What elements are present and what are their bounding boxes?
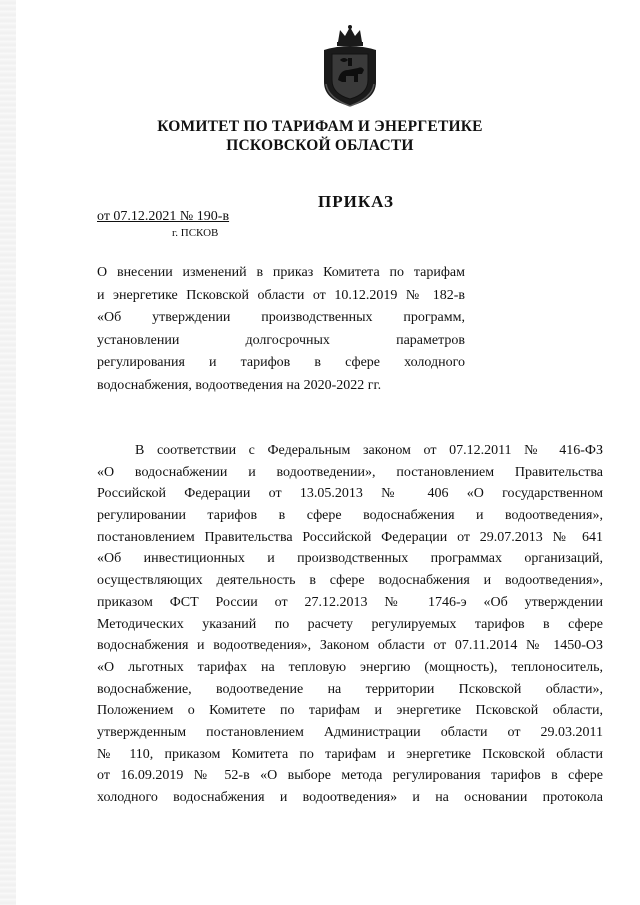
organization-name-line1: КОМИТЕТ ПО ТАРИФАМ И ЭНЕРГЕТИКЕ: [157, 118, 483, 135]
order-preamble: [97, 440, 603, 809]
subject-line: установлении долгосрочных параметров: [97, 332, 465, 348]
body-line: Положением о Комитете по тарифам и энергетике Псковской области,: [97, 703, 603, 719]
body-line: постановлением Правительства Российской Федерации от 29.07.2013 № 641: [97, 529, 603, 545]
body-line: Российской Федерации от 13.05.2013 № 406 «О государственном: [97, 486, 603, 502]
body-line: Методических указаний по расчету регулируемых тарифов в сфере: [97, 616, 603, 632]
body-line: водоснабжение, водоотведение на территории Псковской области»,: [97, 681, 603, 697]
document-date-number: от 07.12.2021 № 190-в: [97, 209, 230, 224]
body-line: водоснабжения и водоотведения», Законом области от 07.11.2014 № 1450-ОЗ: [97, 638, 603, 654]
subject-line: О внесении изменений в приказ Комитета по тарифам: [97, 265, 465, 280]
body-line: «О льготных тарифах на тепловую энергию (мощность), теплоноситель,: [97, 659, 603, 675]
body-line: приказом ФСТ России от 27.12.2013 № 1746-э «Об утверждении: [97, 594, 603, 610]
document-city: г. ПСКОВ: [172, 227, 219, 239]
body-line: осуществляющих деятельность в сфере водоснабжения и водоотведения»,: [97, 573, 603, 589]
body-line: холодного водоснабжения и водоотведения» и на основании протокола: [97, 790, 603, 805]
coat-of-arms-icon: [318, 24, 382, 108]
body-line: регулировании тарифов в сфере водоснабжения и водоотведения»,: [97, 508, 603, 524]
subject-line: и энергетике Псковской области от 10.12.2019 № 182-в: [97, 287, 465, 303]
subject-line: водоснабжения, водоотведения на 2020-2022 гг.: [97, 377, 382, 393]
subject-line: регулирования и тарифов в сфере холодного: [97, 355, 465, 371]
body-line: «Об инвестиционных и производственных программах организаций,: [97, 551, 603, 567]
body-line: В соответствии с Федеральным законом от 07.12.2011 № 416-ФЗ: [135, 443, 603, 458]
document-type-title: ПРИКАЗ: [318, 192, 394, 211]
order-subject: [97, 262, 465, 398]
body-line: от 16.09.2019 № 52-в «О выборе метода регулирования тарифов в сфере: [97, 768, 603, 784]
subject-line: «Об утверждении производственных программ,: [97, 310, 465, 326]
body-line: «О водоснабжении и водоотведении», постановлением Правительства: [97, 464, 603, 480]
body-line: утвержденным постановлением Администрации области от 29.03.2011: [97, 724, 603, 740]
organization-name-line2: ПСКОВСКОЙ ОБЛАСТИ: [226, 137, 414, 154]
body-line: № 110, приказом Комитета по тарифам и энергетике Псковской области: [97, 746, 603, 762]
